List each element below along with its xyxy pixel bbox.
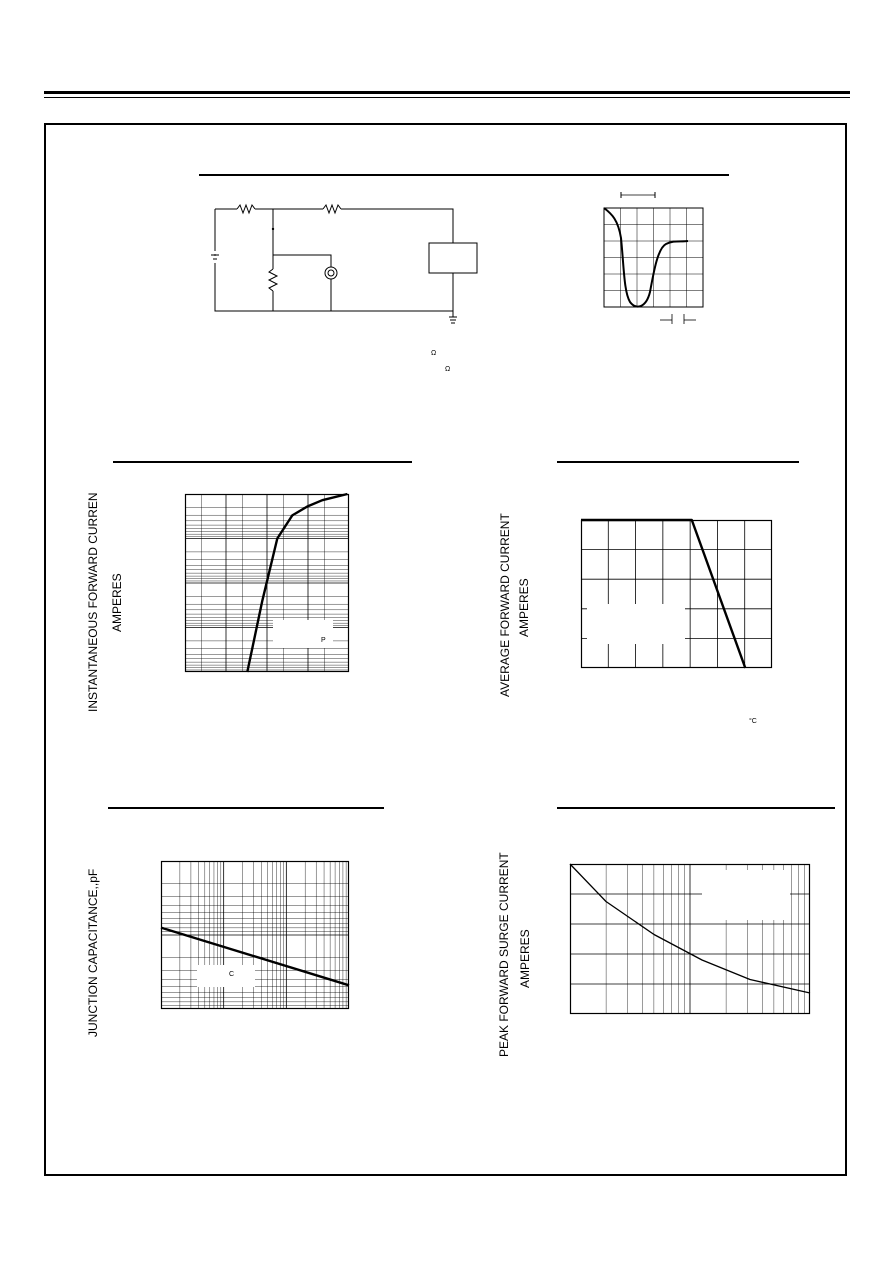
resistor-1 [237,205,255,213]
fig2-title-rule [113,461,412,463]
surge-current-axis-label: PEAK FORWARD SURGE CURRENT [497,852,511,1057]
oscilloscope-box [429,243,477,273]
surge-current-chart [570,864,810,1014]
header-rule-thin [44,97,850,98]
legend-box [587,604,685,644]
forward-chart-note: P [321,637,326,644]
surge-current-unit-label: AMPERES [518,929,532,988]
forward-current-unit-label: AMPERES [110,573,124,632]
average-current-unit-label: AMPERES [517,578,531,637]
legend-box [702,870,790,920]
capacitance-chart-note: C [229,971,235,978]
plot-frame [582,521,772,668]
resistor-3 [269,269,277,291]
fig4-title-rule [108,807,384,809]
fig3-title-rule [557,461,799,463]
omega-note-2: Ω [445,366,451,373]
forward-current-axis-label: INSTANTANEOUS FORWARD CURREN [86,492,100,712]
degc-note: °C [749,718,757,725]
fig5-title-rule [557,807,835,809]
fig1-title-rule [199,174,729,176]
header-rule-thick [44,91,850,94]
omega-note-1: Ω [431,350,437,357]
recovery-waveform-chart [600,188,710,328]
average-current-axis-label: AVERAGE FORWARD CURRENT [498,513,512,697]
current-derating-chart [581,520,772,668]
junction-capacitance-axis-label: JUNCTION CAPACITANCE,,pF [86,868,100,1037]
forward-characteristics-chart [185,494,349,672]
junction-capacitance-chart [161,861,349,1009]
legend-box [197,965,255,987]
resistor-2 [323,205,341,213]
test-circuit-diagram [205,185,485,330]
